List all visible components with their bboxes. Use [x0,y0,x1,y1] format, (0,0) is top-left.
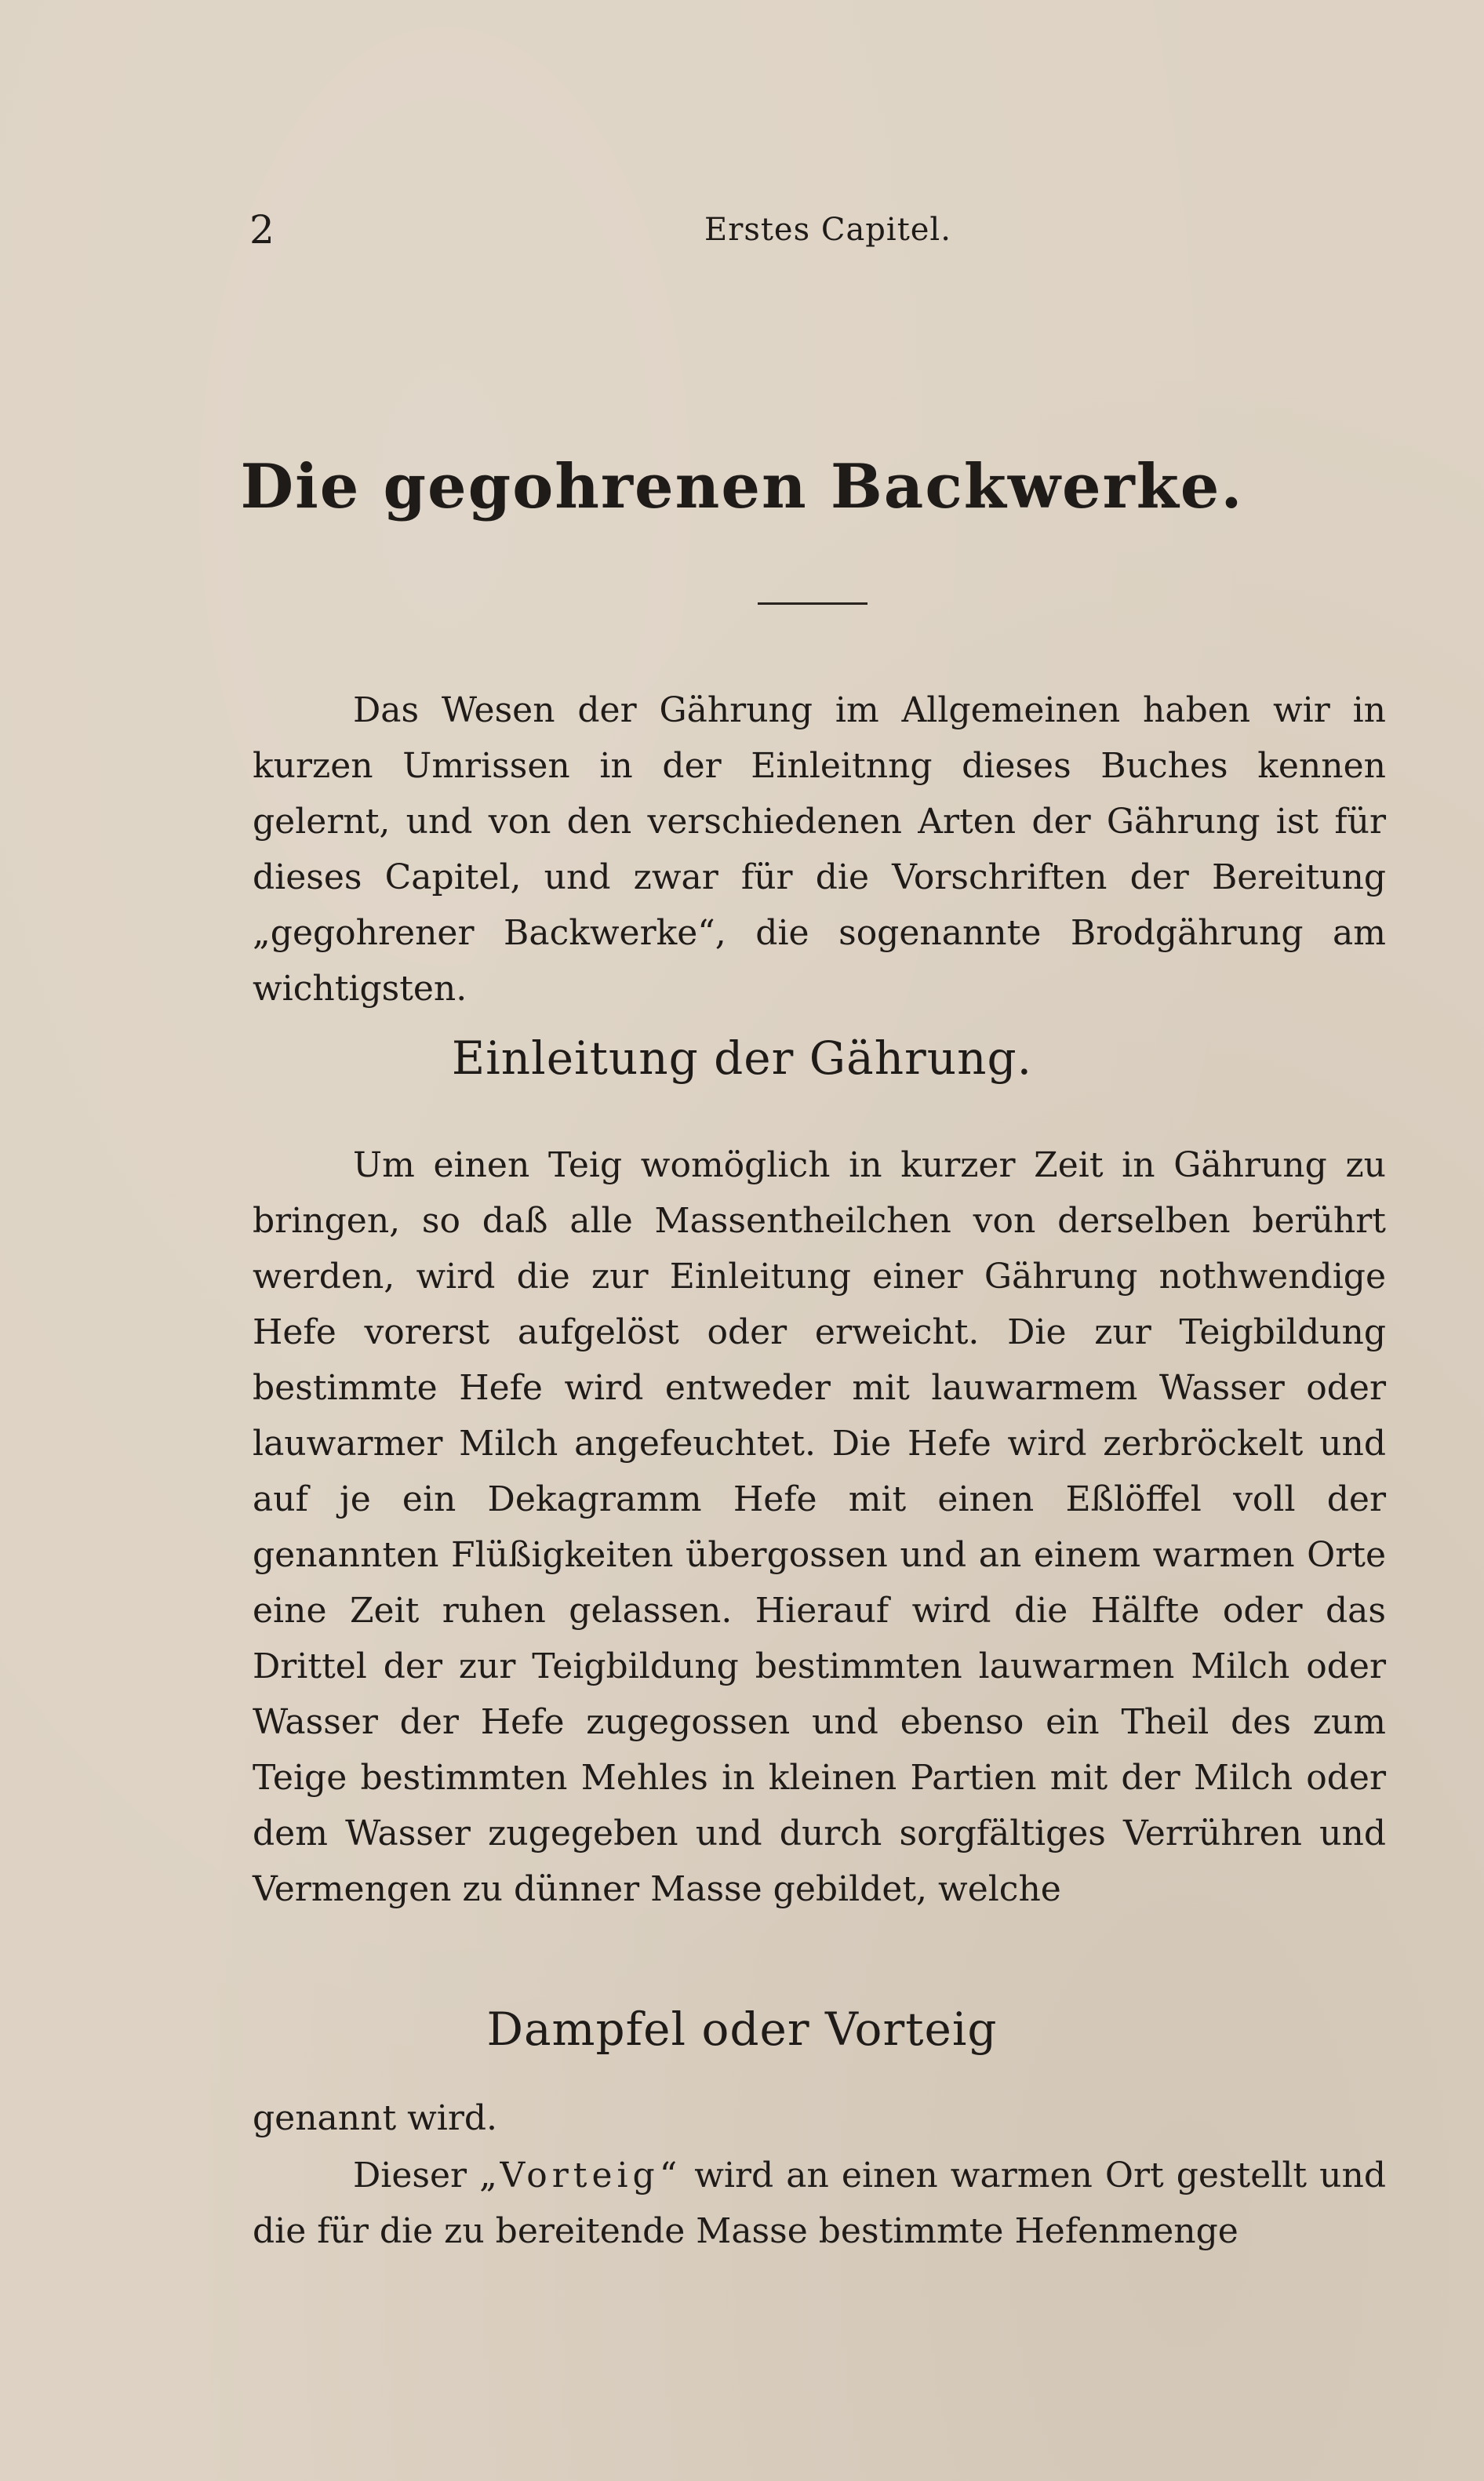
title-divider [758,602,867,605]
spaced-term-vorteig: „Vorteig“ [479,2155,682,2195]
chapter-title: Die gegohrenen Backwerke. [240,451,1244,522]
running-head: Erstes Capitel. [704,212,951,248]
paragraph-continuation: genannt wird. [253,2098,498,2138]
paragraph-fermentation: Um einen Teig womöglich in kurzer Zeit in Gährung zu bringen, so daß alle Massentheilchen von derselben berührt werden, wird die zur Einleitung einer Gährung nothwendige Hefe vorerst aufgelöst oder erweicht. Die zur Teigbildung bestimmte Hefe wird entweder mit lauwarmem Wasser oder lauwarmer Milch angefeuchtet. Die Hefe wird zerbröckelt und auf je ein Dekagramm Hefe mit einen Eßlöffel voll der genannten Flüßigkeiten übergossen und an einem warmen Orte eine Zeit ruhen gelassen. Hierauf wird die Hälfte oder das Drittel der zur Teigbildung bestimmten lauwarmen Milch oder Wasser der Hefe zugegossen und ebenso ein Theil des zum Teige bestimmten Mehles in kleinen Partien mit der Milch oder dem Wasser zugegeben und durch sorgfältiges Verrühren und Vermengen zu dünner Masse gebildet, welche [253,1145,1386,1909]
centered-term: Dampfel oder Vorteig [486,2003,998,2056]
section-heading: Einleitung der Gährung. [451,1031,1033,1085]
paragraph-vorteig-start: Dieser [353,2155,480,2195]
paragraph-vorteig [253,2148,1386,2259]
paragraph-intro: Das Wesen der Gährung im Allgemeinen haben wir in kurzen Umrissen in der Einleitnng dieses Buches kennen gelernt, und von den verschiedenen Arten der Gährung ist für dieses Capitel, und zwar für die Vorschriften der Bereitung „gegohrener Backwerke“, die sogenannte Brodgährung am wichtigsten. [253,690,1386,1009]
paragraph-vorteig-end: wird an einen warmen Ort gestellt und die für die zu bereitende Masse bestimmte Hefenmenge [253,2155,1386,2251]
page-header [249,202,1387,257]
page-number: 2 [249,207,275,253]
